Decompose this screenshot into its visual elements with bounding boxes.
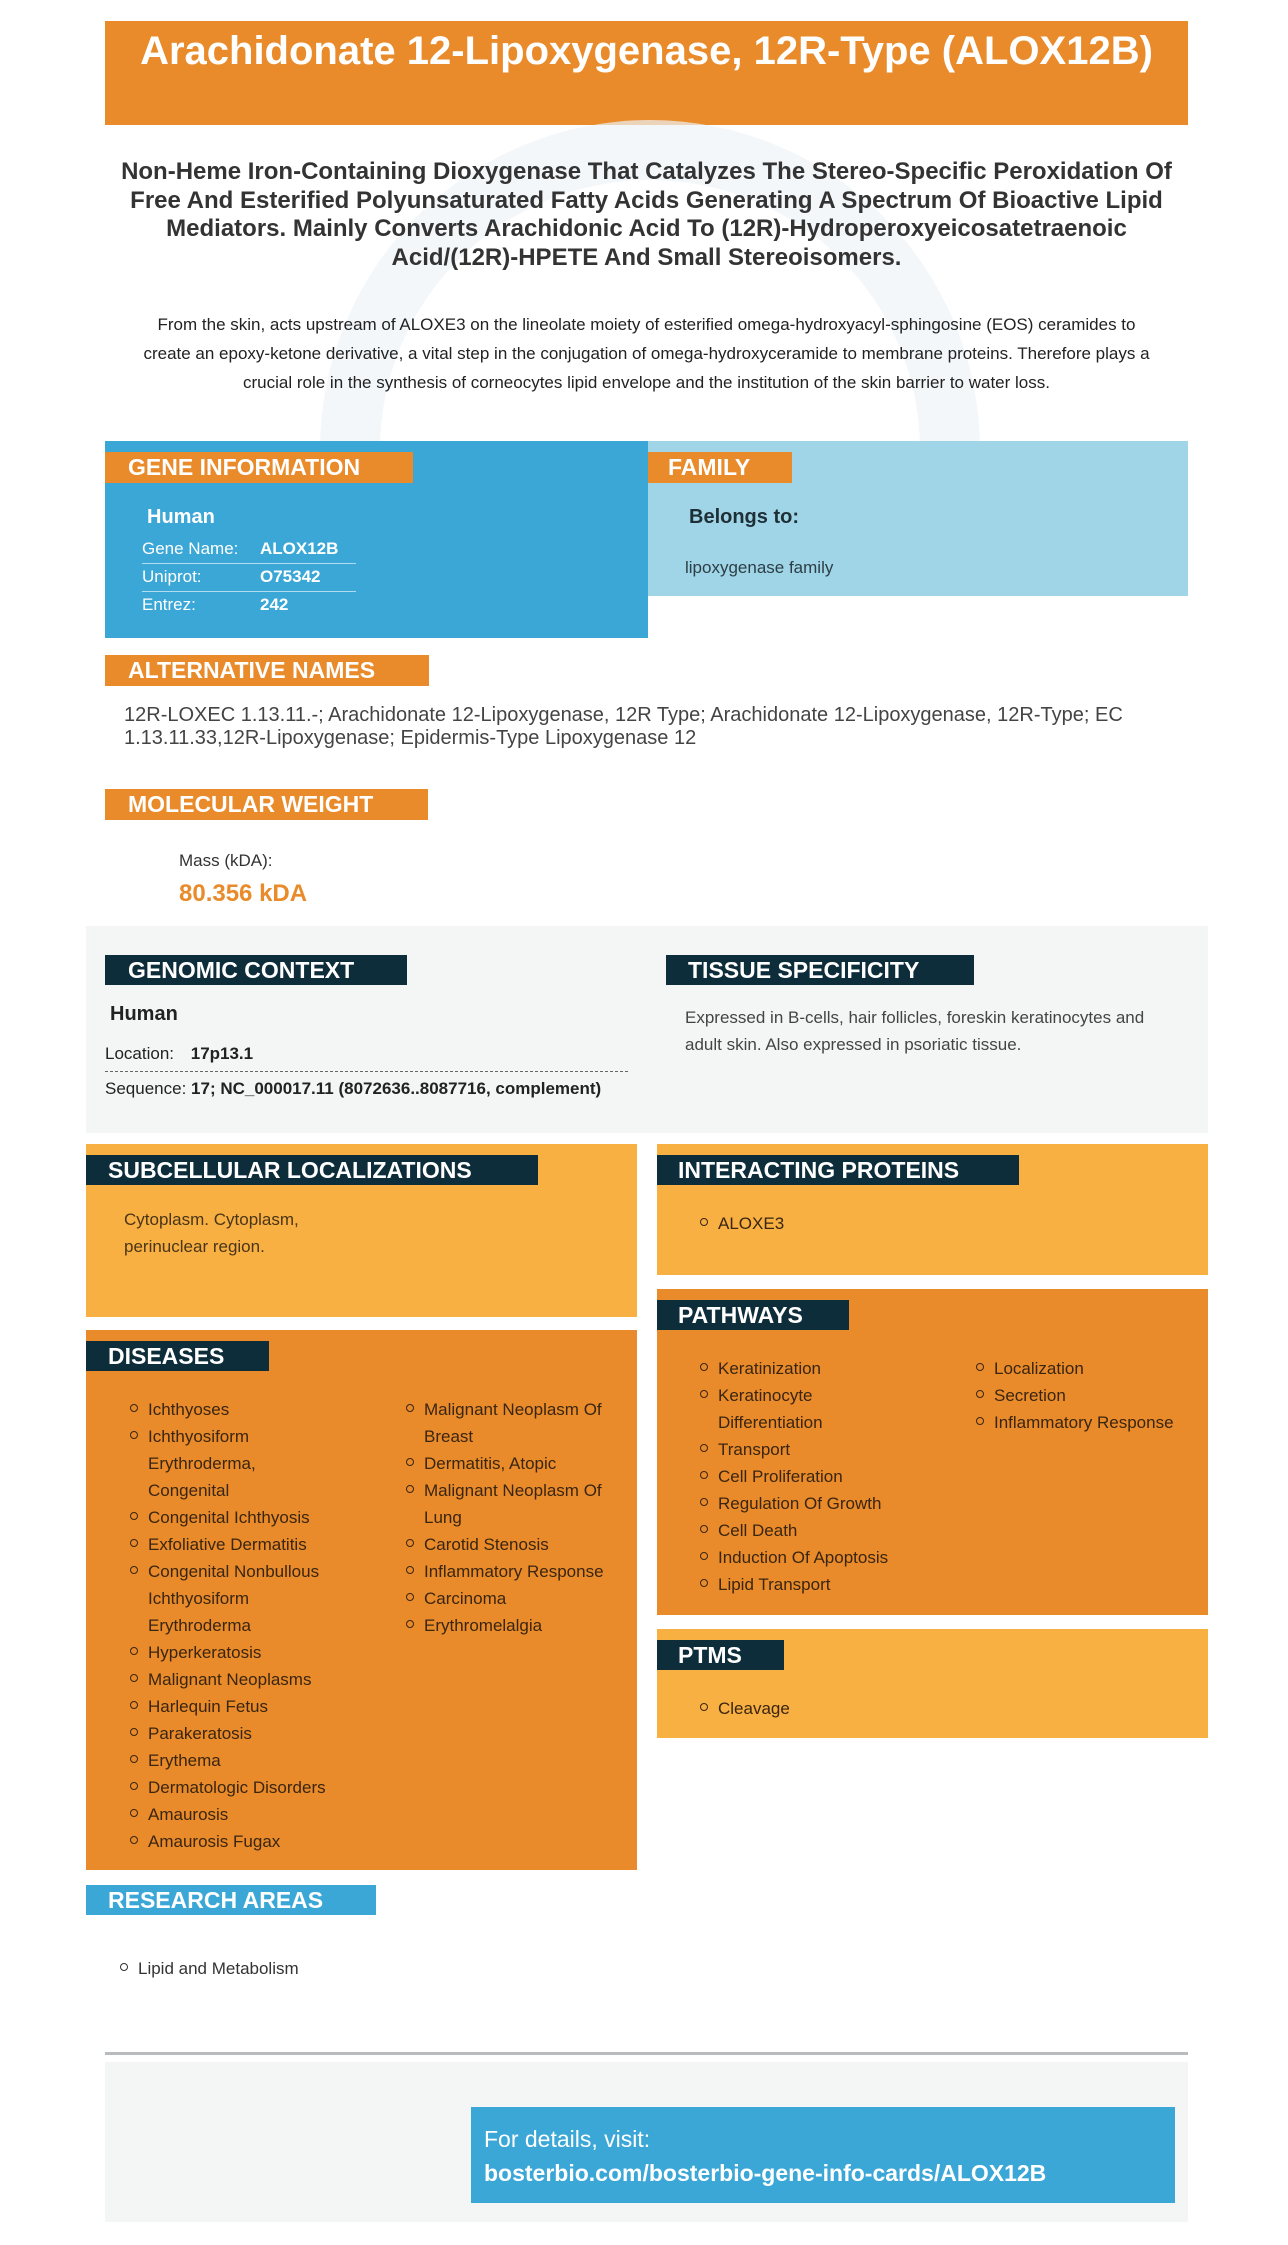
list-item: Amaurosis <box>130 1801 350 1828</box>
list-item: Cleavage <box>700 1695 790 1722</box>
research-areas-header: RESEARCH AREAS <box>86 1885 376 1915</box>
list-item: Induction Of Apoptosis <box>700 1544 940 1571</box>
list-item: Keratinocyte Differentiation <box>700 1382 850 1436</box>
diseases-list-col1 <box>130 1396 350 1855</box>
list-item: Inflammatory Response <box>406 1558 616 1585</box>
subcellular-header: SUBCELLULAR LOCALIZATIONS <box>86 1155 538 1185</box>
subcellular-text: Cytoplasm. Cytoplasm, perinuclear region. <box>124 1210 299 1256</box>
list-item: Amaurosis Fugax <box>130 1828 350 1855</box>
list-item: Dermatitis, Atopic <box>406 1450 616 1477</box>
details-url-link[interactable]: bosterbio.com/bosterbio-gene-info-cards/ALOX12B <box>484 2160 1047 2186</box>
list-item: Erythromelalgia <box>406 1612 616 1639</box>
list-item: Harlequin Fetus <box>130 1693 350 1720</box>
sequence-row <box>105 1077 665 1101</box>
diseases-header: DISEASES <box>86 1341 269 1371</box>
list-item: Malignant Neoplasms <box>130 1666 350 1693</box>
ptms-list <box>700 1695 790 1722</box>
list-item: ALOXE3 <box>700 1210 784 1237</box>
gene-name-value: ALOX12B <box>260 539 339 558</box>
list-item: Hyperkeratosis <box>130 1639 350 1666</box>
list-item: Dermatologic Disorders <box>130 1774 350 1801</box>
mass-value: 80.356 kDA <box>179 880 308 907</box>
list-item: Carcinoma <box>406 1585 616 1612</box>
location-value: 17p13.1 <box>190 1044 254 1063</box>
location-label: Location: <box>105 1044 174 1063</box>
list-item: Malignant Neoplasm Of Lung <box>406 1477 616 1531</box>
list-item: Cell Proliferation <box>700 1463 940 1490</box>
pathways-list-col1 <box>700 1355 940 1598</box>
family-header: FAMILY <box>648 452 792 483</box>
list-item: Exfoliative Dermatitis <box>130 1531 350 1558</box>
alternative-names-text: 12R-LOXEC 1.13.11.-; Arachidonate 12-Lipoxygenase, 12R Type; Arachidonate 12-Lipoxygenase, 12R-Type; EC 1.13.11.33,12R-Lipoxygenase; Epidermis-Type Lipoxygenase 12 <box>124 704 1123 749</box>
gene-name-row <box>142 536 356 564</box>
gene-species: Human <box>147 506 215 528</box>
uniprot-label: Uniprot: <box>142 567 202 586</box>
uniprot-value: O75342 <box>260 567 321 586</box>
entrez-label: Entrez: <box>142 595 196 614</box>
list-item: Keratinization <box>700 1355 940 1382</box>
interacting-proteins-header: INTERACTING PROTEINS <box>657 1155 1019 1185</box>
list-item: Carotid Stenosis <box>406 1531 616 1558</box>
list-item: Inflammatory Response <box>976 1409 1196 1436</box>
family-label: Belongs to: <box>689 506 799 528</box>
page-title: Arachidonate 12-Lipoxygenase, 12R-Type (ALOX12B) <box>105 21 1188 125</box>
entrez-value: 242 <box>260 595 289 614</box>
list-item: Regulation Of Growth <box>700 1490 940 1517</box>
research-areas-list <box>120 1955 299 1982</box>
molecular-weight-header: MOLECULAR WEIGHT <box>105 789 428 820</box>
list-item: Congenital Ichthyosis <box>130 1504 350 1531</box>
mass-label: Mass (kDA): <box>179 851 273 870</box>
diseases-list-col2 <box>406 1396 616 1639</box>
list-item: Lipid Transport <box>700 1571 940 1598</box>
sequence-label: Sequence: <box>105 1079 187 1098</box>
location-row <box>105 1042 628 1072</box>
list-item: Ichthyoses <box>130 1396 350 1423</box>
gene-information-header: GENE INFORMATION <box>105 452 413 483</box>
protein-function-summary: Non-Heme Iron-Containing Dioxygenase That Catalyzes The Stereo-Specific Peroxidation Of Free And Esterified Polyunsaturated Fatty Acids Generating A Spectrum Of Bioactive Lipid Mediators. Mainly Converts Arachidonic Acid To (12R)-Hydroperoxyeicosatetraenoic Acid/(12R)-HPETE And Small Stereoisomers. <box>121 158 1172 271</box>
list-item: Lipid and Metabolism <box>120 1955 299 1982</box>
list-item: Localization <box>976 1355 1196 1382</box>
alternative-names-header: ALTERNATIVE NAMES <box>105 655 429 686</box>
list-item: Cell Death <box>700 1517 940 1544</box>
list-item: Ichthyosiform Erythroderma, Congenital <box>130 1423 280 1504</box>
details-link-box[interactable] <box>471 2107 1175 2203</box>
genomic-context-header: GENOMIC CONTEXT <box>105 955 407 985</box>
ptms-header: PTMS <box>657 1640 784 1670</box>
pathways-header: PATHWAYS <box>657 1300 849 1330</box>
uniprot-row <box>142 564 356 592</box>
tissue-specificity-text: Expressed in B-cells, hair follicles, foreskin keratinocytes and adult skin. Also expressed in psoriatic tissue. <box>685 1008 1145 1054</box>
genomic-species: Human <box>110 1003 178 1025</box>
list-item: Malignant Neoplasm Of Breast <box>406 1396 616 1450</box>
family-value: lipoxygenase family <box>685 558 834 577</box>
footer-divider <box>105 2052 1188 2055</box>
gene-name-label: Gene Name: <box>142 539 239 558</box>
list-item: Secretion <box>976 1382 1196 1409</box>
pathways-list-col2 <box>976 1355 1196 1436</box>
list-item: Erythema <box>130 1747 350 1774</box>
list-item: Parakeratosis <box>130 1720 350 1747</box>
details-label: For details, visit: <box>484 2126 651 2152</box>
sequence-value: 17; NC_000017.11 (8072636..8087716, complement) <box>191 1079 602 1098</box>
entrez-row <box>142 592 356 620</box>
protein-description: From the skin, acts upstream of ALOXE3 on the lineolate moiety of esterified omega-hydroxyacyl-sphingosine (EOS) ceramides to create an epoxy-ketone derivative, a vital step in the conjugation of omega-hydroxyceramide to membrane proteins. Therefore plays a crucial role in the synthesis of corneocytes lipid envelope and the institution of the skin barrier to water loss. <box>143 315 1150 392</box>
tissue-specificity-header: TISSUE SPECIFICITY <box>666 955 974 985</box>
list-item: Transport <box>700 1436 940 1463</box>
interacting-proteins-list <box>700 1210 784 1237</box>
list-item: Congenital Nonbullous Ichthyosiform Erythroderma <box>130 1558 330 1639</box>
